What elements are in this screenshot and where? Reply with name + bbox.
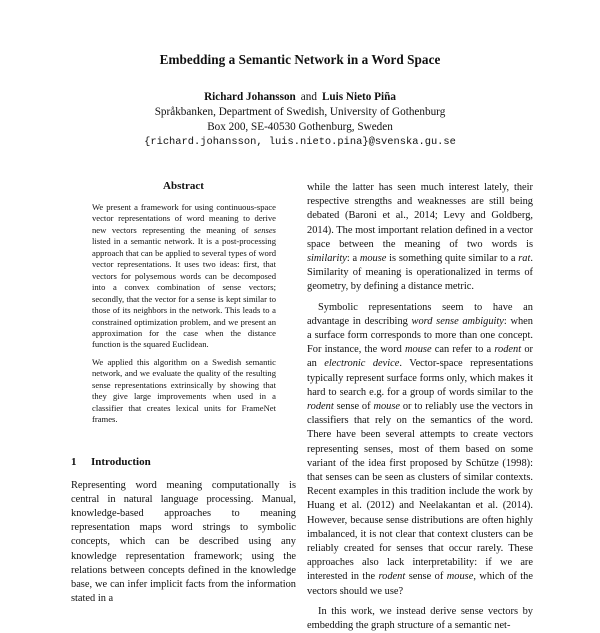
section-number: 1: [71, 455, 77, 468]
left-column: [71, 180, 296, 606]
author-conjunction: and: [300, 91, 317, 103]
right-paragraph-2: Symbolic representations seem to have an advantage in describing word sense ambiguity: when a surface form corresponds to more than one concept. For instance, the word mouse can refer to a rodent or an electronic device. Vector-space representations typically represent surface forms only, which makes it hard to search e.g. for a group of words similar to the rodent sense of mouse or to reliably use the vectors in classifiers that rely on the semantics of the word. There have been several attempts to create vectors representing senses, most of them based on some variant of the idea first proposed by Schütze (1998): that senses can be seen as clusters of similar contexts. Recent examples in this tradition include the work by Huang et al. (2012) and Neelakantan et al. (2014). However, because sense distributions are often highly imbalanced, it is not clear that context clusters can be reliably created for senses that occur rarely. These approaches also lack interpretability: if we are interested in the rodent sense of mouse, which of the vectors should we use?: [307, 301, 533, 597]
section-title: Introduction: [91, 455, 151, 468]
author-1: Richard Johansson: [204, 91, 296, 103]
introduction-body: [71, 479, 296, 607]
introduction-paragraph-1: Representing word meaning computationally is central in natural language processing. Manual, knowledge-based approaches to meaning representation maps word strings to symbolic concepts, which can be described using any knowledge representation framework; using the relations between concepts defined in the knowledge base, we can infer implicit facts from the information stated in a: [71, 479, 296, 605]
right-column-body: [307, 181, 533, 633]
abstract-paragraph-1: We present a framework for using continuous-space vector representations of word meaning to derive new vectors representing the meaning of senses listed in a semantic network. It is a post-processing approach that can be applied to several types of word vector representations. It uses two ideas: first, that vectors for polysemous words can be decomposed into a convex combination of sense vectors; secondly, that the vector for a sense is kept similar to those of its neighbors in the network. This leads to a constrained optimization problem, and we present an approximation for the case when the distance function is the squared Euclidean.: [92, 202, 276, 350]
paper-title: Embedding a Semantic Network in a Word Space: [159, 52, 441, 67]
abstract-paragraph-2: We applied this algorithm on a Swedish semantic network, and we evaluate the quality of the resulting sense representations extrinsically by showing that they give large improvements when used in a classifier that creates lexical units for FrameNet frames.: [92, 356, 276, 425]
affiliation: Språkbanken, Department of Swedish, University of Gothenburg: [154, 106, 446, 118]
right-paragraph-1: while the latter has seen much interest lately, their respective strengths and weaknesses are still being debated (Baroni et al., 2014; Levy and Goldberg, 2014). The most important relation defined in a vector space between the meaning of two words is similarity: a mouse is something quite similar to a rat. Similarity of meaning is operationalized in terms of geometry, by defining a distance metric.: [307, 182, 533, 293]
section-heading-introduction: [71, 456, 296, 468]
right-paragraph-3: In this work, we instead derive sense vectors by embedding the graph structure of a semantic net-: [307, 605, 533, 632]
address: Box 200, SE-40530 Gothenburg, Sweden: [207, 121, 393, 133]
right-column: [307, 181, 533, 633]
abstract-heading: Abstract: [163, 180, 204, 192]
author-names: [0, 90, 600, 105]
author-2: Luis Nieto Piña: [321, 91, 396, 103]
email: {richard.johansson, luis.nieto.pina}@svenska.gu.se: [144, 136, 456, 148]
author-block: [0, 90, 600, 150]
abstract-body: [92, 202, 276, 426]
